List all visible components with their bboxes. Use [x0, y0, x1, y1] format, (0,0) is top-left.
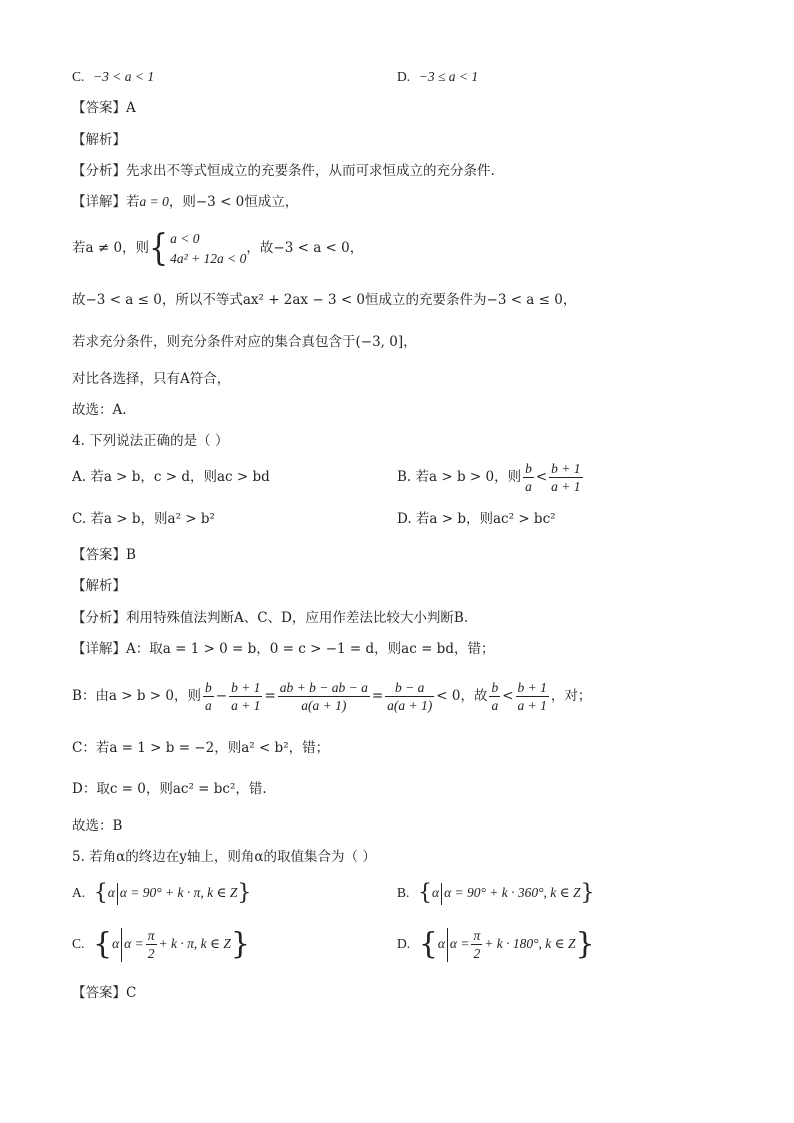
- denominator: a(a + 1): [301, 698, 347, 713]
- system-row: a < 0: [170, 230, 200, 246]
- q4-xiangjie-c: C：若a = 1 > b = −2，则a² < b²，错；: [72, 740, 330, 756]
- fraction: [471, 927, 482, 962]
- q3-concl3: 对比各选择，只有A符合，: [72, 371, 231, 387]
- fraction: [489, 679, 500, 714]
- denominator: a + 1: [517, 698, 547, 713]
- q5-option-b: [397, 879, 595, 908]
- fraction: [278, 679, 370, 714]
- left-brace-icon: {: [93, 880, 108, 906]
- q5-option-d: [397, 924, 595, 965]
- denominator: a: [525, 479, 532, 494]
- q3-fenxi: 【分析】先求出不等式恒成立的充要条件，从而可求恒成立的充分条件.: [72, 163, 495, 179]
- option-label: C.: [72, 936, 85, 951]
- set-var: α: [107, 885, 115, 900]
- option-label: B.: [397, 885, 410, 900]
- denominator: a: [205, 698, 212, 713]
- right-brace-icon: }: [230, 926, 250, 962]
- q4-option-a: A. 若a > b，c > d，则ac > bd: [72, 469, 270, 485]
- q4-xiangjie-a: 【详解】A：取a = 1 > 0 = b，0 = c > −1 = d，则ac = bd，错；: [72, 641, 495, 657]
- text: < 0，故: [436, 688, 488, 704]
- set-divider: [117, 883, 118, 905]
- text: B. 若a > b > 0，则: [397, 469, 522, 485]
- operator: <: [502, 688, 514, 704]
- q3-case2: [72, 228, 363, 269]
- q5-stem: 5. 若角α的终边在y轴上，则角α的取值集合为（ ）: [72, 849, 376, 865]
- set-var: α: [437, 936, 445, 951]
- set-condition: + k · π, k ∈ Z: [158, 936, 231, 951]
- option-d-prev: [397, 68, 478, 86]
- text: ，故−3 < a < 0，: [246, 240, 364, 256]
- q4-option-d: D. 若a > b，则ac² > bc²: [397, 511, 556, 527]
- inequality-system: [170, 229, 246, 269]
- numerator: b − a: [385, 679, 434, 697]
- numerator: ab + b − ab − a: [279, 680, 368, 695]
- fraction: [549, 460, 582, 495]
- q4-analysis-tag: 【解析】: [72, 578, 126, 594]
- denominator: a: [491, 698, 499, 713]
- q3-concl1: 故−3 < a ≤ 0，所以不等式ax² + 2ax − 3 < 0恒成立的充要条件为−3 < a ≤ 0，: [72, 292, 577, 308]
- q5-option-a: [72, 879, 251, 908]
- denominator: 2: [147, 946, 155, 961]
- left-brace-icon: {: [418, 926, 438, 962]
- fraction: [523, 460, 534, 495]
- numerator: b + 1: [231, 680, 261, 695]
- fraction: [146, 927, 157, 962]
- set-var: α: [112, 936, 120, 951]
- text: 【详解】若: [72, 194, 140, 210]
- q5-answer: 【答案】C: [72, 985, 137, 1001]
- set-divider: [121, 928, 122, 962]
- fraction: [229, 679, 262, 714]
- left-brace-icon: {: [149, 226, 169, 269]
- operator: =: [371, 688, 384, 704]
- numerator: b: [525, 461, 532, 476]
- option-label: C.: [72, 69, 85, 84]
- operator: <: [535, 469, 548, 485]
- q4-fenxi: 【分析】利用特殊值法判断A、C、D，应用作差法比较大小判断B.: [72, 610, 469, 626]
- set-divider: [447, 928, 448, 962]
- option-label: D.: [397, 69, 411, 84]
- q4-option-b: [397, 459, 585, 495]
- q3-answer: 【答案】A: [72, 100, 136, 116]
- q4-choose: 故选：B: [72, 818, 123, 834]
- numerator: b: [491, 680, 499, 695]
- numerator: π: [147, 928, 155, 943]
- denominator: 2: [473, 946, 481, 961]
- right-brace-icon: }: [575, 926, 595, 962]
- set-divider: [441, 883, 442, 905]
- option-label: A.: [72, 885, 86, 900]
- fraction: [385, 679, 434, 714]
- q3-choose: 故选：A.: [72, 402, 127, 418]
- q4-xiangjie-d: D：取c = 0，则ac² = bc²，错.: [72, 781, 267, 797]
- numerator: b + 1: [517, 680, 547, 695]
- right-brace-icon: }: [580, 880, 595, 906]
- text: 若a ≠ 0，则: [72, 240, 150, 256]
- operator: =: [264, 688, 276, 704]
- q4-option-c: C. 若a > b，则a² > b²: [72, 511, 215, 527]
- q4-xiangjie-b: [72, 677, 591, 715]
- denominator: a + 1: [231, 698, 261, 713]
- q4-stem: 4. 下列说法正确的是（ ）: [72, 433, 229, 449]
- system-row: 4a² + 12a < 0: [170, 250, 247, 266]
- set-condition: α = 90° + k · 360°, k ∈ Z: [444, 885, 581, 900]
- numerator: b + 1: [551, 461, 581, 476]
- set-condition: α =: [449, 936, 470, 951]
- left-brace-icon: {: [417, 880, 432, 906]
- option-c-prev: [72, 68, 154, 86]
- right-brace-icon: }: [237, 880, 252, 906]
- set-condition: α = 90° + k · π, k ∈ Z: [119, 885, 238, 900]
- denominator: a + 1: [551, 479, 581, 494]
- operator: −: [215, 688, 228, 704]
- fraction: [516, 679, 549, 714]
- q4-answer: 【答案】B: [72, 547, 136, 563]
- q3-analysis-tag: 【解析】: [72, 132, 126, 148]
- option-expr: −3 ≤ a < 1: [418, 69, 479, 84]
- text: ，对；: [550, 688, 592, 704]
- option-label: D.: [397, 936, 411, 951]
- q3-xiangjie: [72, 193, 298, 211]
- math-expr: a = 0: [139, 194, 169, 209]
- set-var: α: [431, 885, 440, 900]
- left-brace-icon: {: [92, 926, 113, 962]
- denominator: a(a + 1): [387, 698, 433, 713]
- numerator: π: [473, 928, 481, 943]
- q3-concl2: 若求充分条件，则充分条件对应的集合真包含于(−3, 0]，: [72, 334, 417, 350]
- text: B：由a > b > 0，则: [72, 688, 201, 704]
- fraction: [203, 679, 214, 714]
- set-condition: α =: [124, 936, 144, 951]
- set-condition: + k · 180°, k ∈ Z: [484, 936, 576, 951]
- text: ，则−3 < 0恒成立，: [168, 194, 299, 210]
- numerator: b: [205, 680, 212, 695]
- q5-option-c: [72, 924, 250, 965]
- option-expr: −3 < a < 1: [92, 69, 155, 84]
